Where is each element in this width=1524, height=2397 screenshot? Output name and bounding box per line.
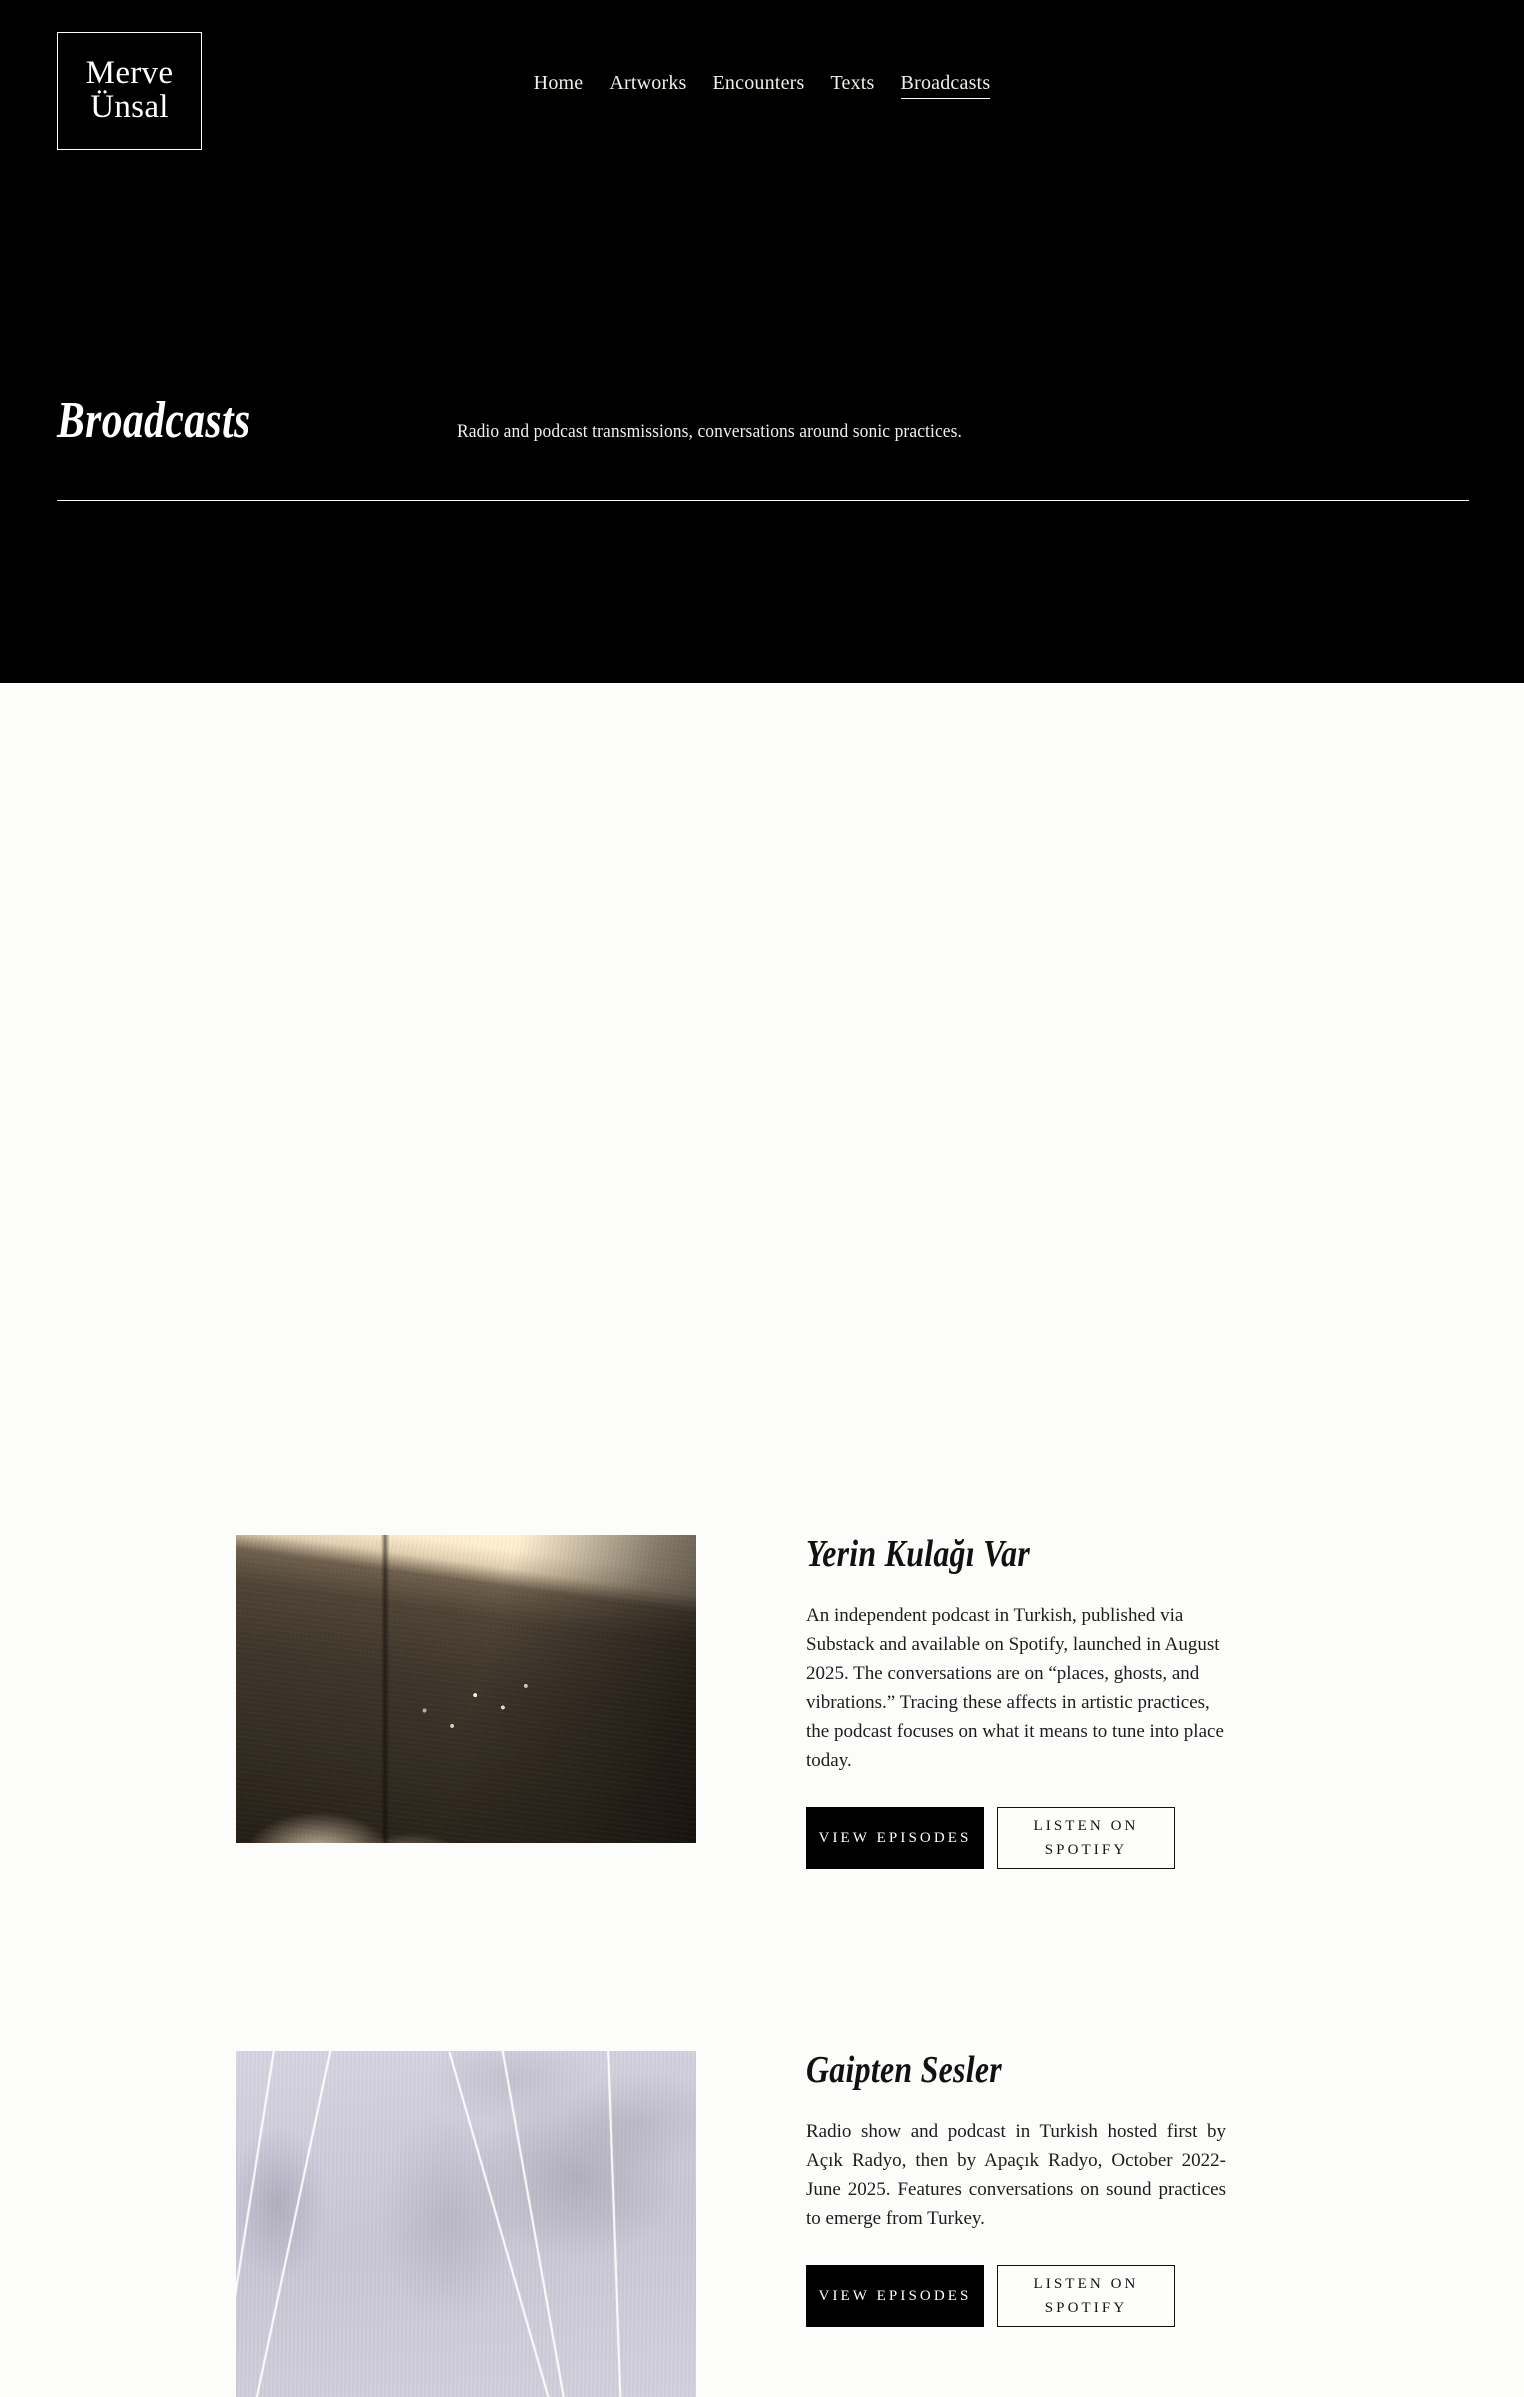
broadcast-title: Gaipten Sesler (806, 2049, 1002, 2091)
view-episodes-button[interactable]: VIEW EPISODES (806, 2265, 984, 2327)
hero-header (0, 0, 1524, 683)
broadcast-thumbnail (236, 1535, 696, 1843)
concrete-wall-photo (236, 2051, 696, 2397)
broadcast-card (0, 1535, 1524, 1869)
nav-item-home[interactable]: Home (533, 72, 584, 94)
broadcast-card-body (806, 1535, 1326, 1869)
broadcast-description: An independent podcast in Turkish, published via Substack and available on Spotify, launched in August 2025. The conversations are on “places, ghosts, and vibrations.” Tracing these affects in artistic practices, the podcast focuses on what it means to tune into place today. (806, 1604, 1224, 1772)
nav-item-artworks[interactable]: Artworks (609, 72, 687, 94)
view-episodes-button[interactable]: VIEW EPISODES (806, 1807, 984, 1869)
listen-on-spotify-button[interactable]: LISTEN ON SPOTIFY (997, 2265, 1175, 2327)
wire-line (246, 2051, 332, 2397)
nav-item-broadcasts[interactable]: Broadcasts (901, 72, 991, 99)
broadcast-card (0, 2051, 1524, 2397)
broadcast-actions (806, 1807, 1326, 1869)
hero-divider (57, 500, 1469, 501)
page-title: Broadcasts (57, 392, 251, 449)
broadcast-actions (806, 2265, 1326, 2327)
logo-line-two: Ünsal (90, 89, 169, 125)
hero-heading-row (57, 392, 1469, 449)
logo-line-one: Merve (85, 55, 174, 92)
listen-on-spotify-button[interactable]: LISTEN ON SPOTIFY (997, 1807, 1175, 1869)
main-navigation (0, 72, 1524, 99)
wire-line (501, 2051, 573, 2397)
wire-line (236, 2051, 275, 2397)
nav-item-texts[interactable]: Texts (830, 72, 875, 94)
nav-item-encounters[interactable]: Encounters (712, 72, 805, 94)
wire-line (448, 2052, 561, 2397)
wire-line (607, 2051, 623, 2397)
riverbank-photo (236, 1535, 696, 1843)
page-subtitle: Radio and podcast transmissions, conversations around sonic practices. (457, 421, 963, 442)
broadcast-description: Radio show and podcast in Turkish hosted first by Açık Radyo, then by Apaçık Radyo, October 2022-June 2025. Features conversations on sound practices to emerge from Turkey. (806, 2120, 1226, 2230)
broadcast-title: Yerin Kulağı Var (806, 1533, 1031, 1575)
broadcast-card-body (806, 2051, 1326, 2327)
broadcast-thumbnail (236, 2051, 696, 2397)
